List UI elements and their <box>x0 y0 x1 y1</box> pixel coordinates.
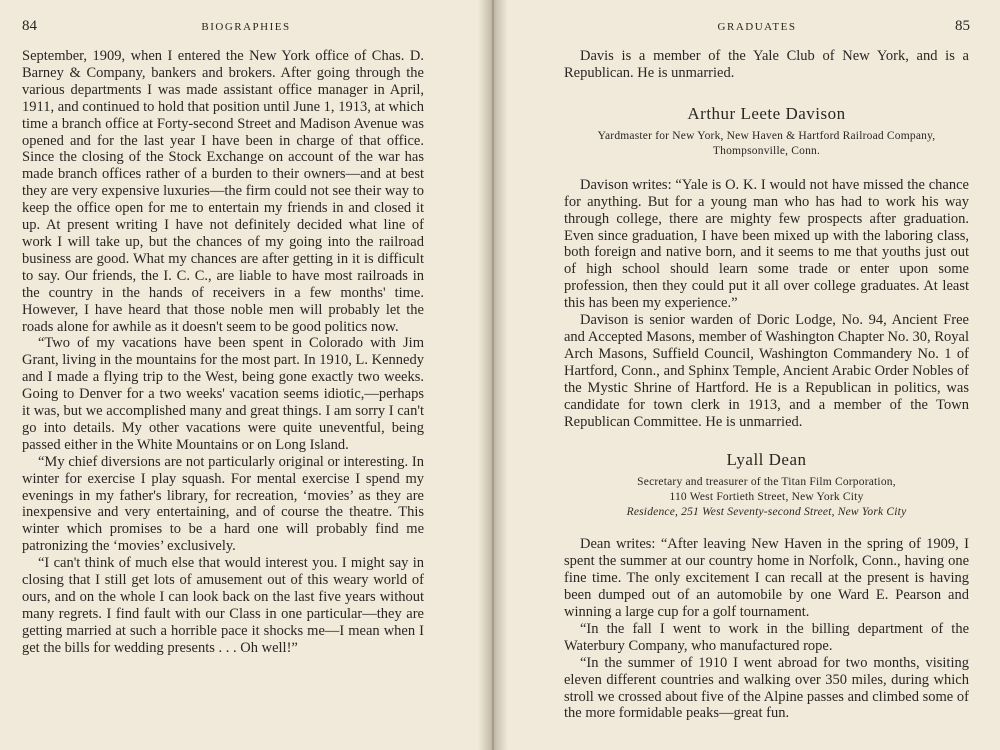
paragraph: “In the summer of 1910 I went abroad for two months, visiting eleven different countries and walking over 350 miles, during which stroll we crossed about five of the Alpine passes and climbed some of the more formidable peaks—great fun. <box>564 654 969 722</box>
page-number-left: 84 <box>22 18 37 34</box>
paragraph: “My chief diversions are not particularly original or interesting. In winter for exercise I play squash. For mental exercise I spend my evenings in my father's library, for recreation, ‘movies’ as they are inexpensive and very entertaining, and of course the theatre. This winter which promises to be a hard one will probably find me patronizing the ‘movies’ exclusively. <box>22 453 424 555</box>
paragraph: Dean writes: “After leaving New Haven in the spring of 1909, I spent the summer at our country home in Norfolk, Conn., having one fine time. The only excitement I can recall at the present is having been dumped out of an automobile by one Ward E. Pearson and winning a large cup for a golf tournament. <box>564 536 969 621</box>
entry-detail-line: Yardmaster for New York, New Haven & Hartford Railroad Company, <box>597 129 936 142</box>
entry-residence: Residence, 251 West Seventy-second Street, New York City <box>626 506 907 519</box>
paragraph: “Two of my vacations have been spent in Colorado with Jim Grant, living in the mountains for the most part. In 1910, L. Kennedy and I made a flying trip to the West, being gone exactly two weeks. Going to Denver for a two weeks' vacation seems idiotic,—perhaps it was, but we accomplished many and great things. I am sorry I can't go into details. My other vacations were quite uneventful, being passed either in the White Mountains or on Long Island. <box>22 335 424 453</box>
left-page <box>0 0 492 750</box>
running-head-right: GRADUATES <box>717 21 797 33</box>
running-head-left: BIOGRAPHIES <box>201 21 291 33</box>
paragraph: September, 1909, when I entered the New York office of Chas. D. Barney & Company, bankers and brokers. After going through the various departments I was made assistant office manager in April, 1911, and continued to hold that position until June 1, 1913, at which time a branch office at Forty-second Street and Madison Avenue was opened and for the last year I have been in charge of that office. Since the closing of the Stock Exchange on account of the war has made branch offices rather of a burden to their owners—and at best they are very expensive luxuries—the firm could not see their way to keep the office open for me to entertain my friends in and closed it up. At present writing I have not definitely decided what line of work I will take up, but the chances of my going into the railroad business are good. What my chances are after getting in it is difficult to say. Our friends, the I. C. C., are liable to have most railroads in the country in the hands of receivers in a few months' time. However, I have heard that those noble men will probably let the roads alone for awhile as it doesn't seem to be good politics now. <box>22 48 424 335</box>
right-body-text <box>564 48 969 722</box>
page-number-right: 85 <box>955 18 970 34</box>
entry-name: Lyall Dean <box>726 450 807 470</box>
entry-detail-line: 110 West Fortieth Street, New York City <box>669 491 864 504</box>
paragraph: Davison writes: “Yale is O. K. I would not have missed the chance for anything. But for a young man who has had to work his way through college, there are mighty few prospects after graduation. Even since graduation, I have been mixed up with the laboring class, both foreign and native born, and it seems to me that youths just out of high school should learn some trade or enter upon some profession, then they could put it all over college graduates. At least this has been my experience.” <box>564 176 969 312</box>
left-body-text <box>22 48 424 657</box>
entry-dean <box>564 450 969 722</box>
paragraph: “I can't think of much else that would interest you. I might say in closing that I still get lots of amusement out of this weary world of ours, and on the whole I can look back on the last five years without many regrets. I find fault with our Class in one particular—they are getting married at such a horrible pace it shocks me—I mean when I get the bills for wedding presents . . . Oh well!” <box>22 555 424 656</box>
entry-davison <box>564 104 969 431</box>
right-page <box>492 0 1000 750</box>
entry-detail-line: Thompsonville, Conn. <box>712 144 821 157</box>
entry-name: Arthur Leete Davison <box>687 103 846 123</box>
continuation-text <box>564 48 969 82</box>
entry-detail-line: Secretary and treasurer of the Titan Film Corporation, <box>637 476 896 489</box>
paragraph: Davison is senior warden of Doric Lodge, No. 94, Ancient Free and Accepted Masons, member of Washington Chapter No. 30, Royal Arch Masons, Suffield Council, Washington Commandery No. 1 of Hartford, Conn., and Sphinx Temple, Ancient Arabic Order Nobles of the Mystic Shrine of Hartford. He is a Republican in politics, was candidate for town clerk in 1913, and a member of the Town Republican Committee. He is unmarried. <box>564 312 969 430</box>
paragraph: Davis is a member of the Yale Club of New York, and is a Republican. He is unmarried. <box>564 48 969 81</box>
paragraph: “In the fall I went to work in the billing department of the Waterbury Company, who manufactured rope. <box>564 620 969 654</box>
